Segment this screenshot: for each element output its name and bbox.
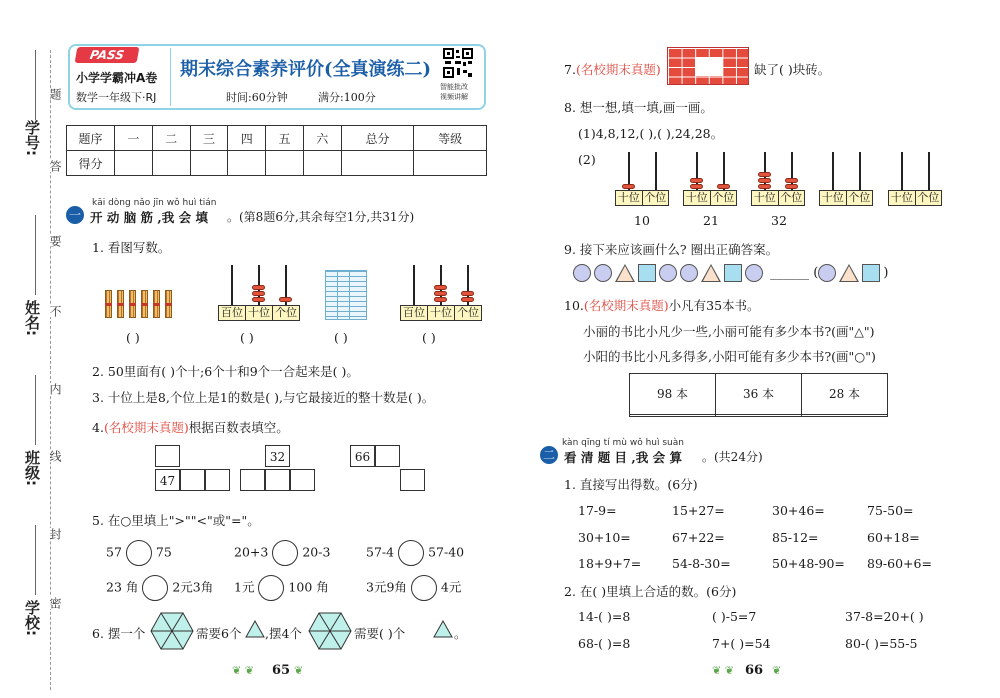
abacus-image-blank[interactable]: 十位 个位 (819, 152, 873, 210)
answer-blank[interactable]: ( ) (240, 330, 254, 345)
section-number-badge: 一 (66, 206, 84, 224)
page-title: 期末综合素养评价(全真演练二) (180, 59, 432, 80)
chart-cell[interactable] (180, 469, 205, 491)
triangle-shape (701, 264, 721, 282)
seal-char: 不 (48, 305, 62, 317)
seal-char: 要 (48, 235, 62, 247)
seal-char: 答 (48, 160, 62, 172)
option-circle[interactable] (818, 264, 836, 282)
place-label: 个位 (457, 306, 479, 319)
seal-line (50, 50, 51, 690)
place-label: 十位 (428, 306, 455, 320)
exam-tag: (名校期末真题) (103, 420, 189, 435)
abacus-value: 32 (771, 213, 787, 228)
abacus-bead (252, 297, 265, 302)
abacus-rod (413, 265, 415, 305)
compare-item: 57-4 57-40 (366, 540, 464, 566)
abacus-value: 21 (703, 213, 719, 228)
hexagon-icon (308, 612, 352, 650)
seal-char: 线 (48, 450, 62, 462)
score-table (66, 125, 487, 176)
chart-cell[interactable] (375, 445, 400, 467)
abacus-image: 十位 个位 (683, 152, 737, 210)
table-cell: 36 本 (716, 374, 802, 415)
stick-bundle (129, 290, 136, 318)
calc-item[interactable]: 14-( )=8 (578, 609, 631, 624)
place-label: 个位 (275, 306, 297, 319)
score-input[interactable] (341, 151, 414, 176)
question-1-label: 1. 看图写数。 (92, 240, 171, 255)
student-id-line (35, 50, 36, 120)
calc-item[interactable]: 60+18= (867, 530, 920, 545)
option-paren: ) (883, 265, 889, 281)
abacus-image (400, 265, 482, 325)
calc-item[interactable]: 85-12= (772, 530, 819, 545)
question-text: 根据百数表填空。 (188, 420, 289, 435)
calc-item[interactable]: 15+27= (672, 503, 725, 518)
subject-name: 数学一年级下·RJ (76, 91, 157, 104)
triangle-icon (433, 620, 453, 638)
chart-cell[interactable] (205, 469, 230, 491)
answer-cell[interactable] (802, 414, 888, 416)
question-10-line: 小阳的书比小凡多得多,小阳可能有多少本书?(画"○") (583, 349, 876, 364)
calc-item[interactable]: 89-60+6= (867, 556, 932, 571)
abacus-base (400, 305, 482, 321)
question-8-label: 8. 想一想,填一填,画一画。 (564, 100, 713, 115)
abacus-bead (434, 285, 447, 290)
calc-item[interactable]: 75-50= (867, 503, 914, 518)
abacus-rod (231, 265, 233, 305)
score-input[interactable] (266, 151, 304, 176)
place-label: 百位 (219, 306, 246, 320)
compare-circle[interactable] (126, 540, 152, 566)
square-shape (638, 264, 656, 282)
score-input[interactable] (190, 151, 228, 176)
option-paren: ( (813, 265, 819, 281)
answer-cell[interactable] (716, 414, 802, 416)
table-cell: 等级 (414, 126, 487, 151)
calc-2-label: 2. 在( )里填上合适的数。(6分) (564, 584, 737, 599)
circle-shape (680, 264, 698, 282)
answer-blank[interactable]: ( ) (422, 330, 436, 345)
table-row (67, 126, 487, 151)
question-5-label: 5. 在○里填上">""<"或"="。 (92, 513, 260, 528)
question-6-part: 需要6个 (196, 626, 242, 641)
calc-item[interactable]: ( )-5=7 (712, 609, 757, 624)
hundred-chart-fragment (240, 445, 316, 493)
question-number: 4. (92, 420, 104, 435)
chart-cell[interactable] (400, 469, 425, 491)
abacus-base (218, 305, 300, 321)
chart-cell: 66 (350, 445, 375, 467)
brand-logo: PASS (75, 47, 140, 63)
score-input[interactable] (228, 151, 266, 176)
chart-cell[interactable] (265, 469, 290, 491)
answer-blank[interactable]: ( ) (126, 330, 140, 345)
name-label: 姓名: (23, 300, 41, 336)
calc-item[interactable]: 68-( )=8 (578, 636, 631, 651)
exam-score: 满分:100分 (318, 91, 376, 104)
table-cell: 总分 (341, 126, 414, 151)
question-4-heading (92, 418, 289, 436)
question-text: 小凡有35本书。 (668, 298, 760, 313)
table-cell: 28 本 (802, 374, 888, 415)
question-9: 9. 接下来应该画什么? 圈出正确答案。 (564, 242, 779, 257)
series-name: 小学学霸冲A卷 (76, 71, 158, 85)
circle-shape (659, 264, 677, 282)
stick-bundle (165, 290, 172, 318)
abacus-bead (252, 291, 265, 296)
compare-circle[interactable] (411, 575, 437, 601)
circle-shape (594, 264, 612, 282)
question-8-part-2: (2) (578, 152, 596, 167)
section-pinyin: kàn qīng tí mù wǒ huì suàn (562, 438, 684, 448)
page-number-left: 65 (272, 663, 291, 678)
table-cell: 四 (228, 126, 266, 151)
question-6-part: 需要( )个 (354, 626, 406, 641)
table-cell: 六 (303, 126, 341, 151)
compare-circle[interactable] (272, 540, 298, 566)
qr-caption: 智能批改 (440, 83, 468, 91)
chart-cell[interactable] (290, 469, 315, 491)
score-input[interactable] (303, 151, 341, 176)
section-title: 开 动 脑 筋 ,我 会 填 (90, 210, 208, 225)
abacus-image-blank[interactable]: 十位 个位 (888, 152, 942, 210)
calc-item[interactable]: 50+48-90= (772, 556, 845, 571)
question-7-heading (564, 60, 661, 78)
block-column (349, 270, 367, 320)
student-id-label: 学号: (23, 120, 41, 156)
compare-item: 20+3 20-3 (234, 540, 330, 566)
table-cell: 98 本 (630, 374, 716, 415)
page-number-right: 66 (745, 663, 764, 678)
calc-item[interactable]: 18+9+7= (578, 556, 642, 571)
stick-bundle (153, 290, 160, 318)
calc-item[interactable]: 7+( )=54 (712, 636, 771, 651)
question-6-part: 6. 摆一个 (92, 626, 146, 641)
calc-item[interactable]: 67+22= (672, 530, 725, 545)
answer-blank[interactable]: ______ (770, 265, 810, 281)
school-label: 学校: (23, 600, 41, 636)
sprout-icon: ❦ ❦ (232, 664, 254, 677)
abacus-image (218, 265, 300, 325)
abacus-bead (434, 291, 447, 296)
name-line (35, 215, 36, 295)
chart-cell[interactable] (155, 445, 180, 467)
calc-item[interactable]: 37-8=20+( ) (845, 609, 924, 624)
table-row (630, 414, 888, 416)
books-table (629, 373, 888, 417)
abacus-image: 十位 个位 (751, 152, 805, 210)
hundred-chart-fragment (155, 445, 231, 493)
triangle-shape (615, 264, 635, 282)
table-cell: 一 (115, 126, 153, 151)
table-row (67, 151, 487, 176)
question-6-part: 。 (454, 626, 467, 641)
chart-cell[interactable] (240, 469, 265, 491)
calc-item[interactable]: 17-9= (578, 503, 617, 518)
table-cell: 三 (190, 126, 228, 151)
abacus-bead (252, 285, 265, 290)
seal-char: 封 (48, 528, 62, 540)
qr-caption: 视频讲解 (440, 93, 468, 101)
section-number-badge: 二 (540, 446, 558, 464)
compare-item: 1元 100 角 (234, 575, 329, 601)
table-row (630, 374, 888, 415)
abacus-image: 十位 个位 (615, 152, 669, 210)
square-shape (724, 264, 742, 282)
abacus-bead (279, 297, 292, 302)
abacus-bead (434, 297, 447, 302)
hexagon-icon (150, 612, 194, 650)
abacus-bead (461, 291, 474, 296)
chart-cell: 32 (265, 445, 290, 467)
table-cell: 题序 (67, 126, 115, 151)
hundred-chart-fragment (350, 445, 426, 493)
chart-cell: 47 (155, 469, 180, 491)
header-divider (170, 48, 171, 106)
question-10-line: 小丽的书比小凡少一些,小丽可能有多少本书?(画"△") (583, 324, 875, 339)
score-input[interactable] (152, 151, 190, 176)
seal-char: 题 (48, 88, 62, 100)
circle-shape (573, 264, 591, 282)
table-cell: 二 (152, 126, 190, 151)
class-line (35, 375, 36, 445)
sprout-icon: ❦ (294, 664, 304, 677)
class-label: 班级: (23, 450, 41, 486)
exam-tag: (名校期末真题) (583, 298, 669, 313)
score-input[interactable] (115, 151, 153, 176)
circle-shape (745, 264, 763, 282)
exam-tag: (名校期末真题) (575, 62, 661, 77)
question-6-part: ,摆4个 (265, 626, 302, 641)
option-square[interactable] (862, 264, 880, 282)
compare-circle[interactable] (142, 575, 168, 601)
compare-item: 3元9角 4元 (366, 575, 461, 601)
triangle-icon (245, 620, 265, 638)
table-cell: 五 (266, 126, 304, 151)
stick-bundle (117, 290, 124, 318)
answer-blank[interactable]: ( ) (334, 330, 348, 345)
section-note: 。(第8题6分,其余每空1分,共31分) (227, 210, 415, 224)
question-10-heading (564, 296, 760, 314)
question-7-text: 缺了( )块砖。 (754, 62, 831, 77)
seal-char: 内 (48, 383, 62, 395)
place-label: 十位 (246, 306, 273, 320)
question-2: 2. 50里面有( )个十;6个十和9个一合起来是( )。 (92, 364, 359, 379)
compare-circle[interactable] (258, 575, 284, 601)
section-title: 看 清 题 目 ,我 会 算 (564, 450, 682, 465)
section-note: 。(共24分) (702, 450, 763, 464)
calc-1-label: 1. 直接写出得数。(6分) (564, 477, 698, 492)
seal-char: 密 (48, 597, 62, 609)
calc-item[interactable]: 30+10= (578, 530, 631, 545)
option-triangle[interactable] (839, 264, 859, 282)
stick-bundles-image (105, 290, 180, 320)
sprout-icon: ❦ (772, 664, 782, 677)
abacus-bead (461, 297, 474, 302)
compare-item: 23 角 2元3角 (106, 575, 213, 601)
section-pinyin: kāi dòng nǎo jīn wǒ huì tián (92, 198, 217, 208)
compare-circle[interactable] (398, 540, 424, 566)
answer-cell[interactable] (630, 414, 716, 416)
abacus-value: 10 (634, 213, 650, 228)
question-3: 3. 十位上是8,个位上是1的数是( ),与它最接近的整十数是( )。 (92, 390, 435, 405)
calc-item[interactable]: 30+46= (772, 503, 825, 518)
exam-time: 时间:60分钟 (226, 91, 288, 104)
stick-bundle (141, 290, 148, 318)
score-input[interactable] (414, 151, 487, 176)
stick-bundle (105, 290, 112, 318)
qr-code-icon[interactable] (443, 48, 473, 78)
table-cell: 得分 (67, 151, 115, 176)
hundred-blocks-image (325, 270, 375, 325)
calc-item[interactable]: 80-( )=55-5 (845, 636, 918, 651)
question-number: 7. (564, 62, 576, 77)
brick-wall-gap (695, 57, 723, 76)
compare-item: 57 75 (106, 540, 172, 566)
place-label: 百位 (401, 306, 428, 320)
question-8-part-1: (1)4,8,12,( ),( ),24,28。 (578, 126, 724, 141)
question-number: 10. (564, 298, 584, 313)
calc-item[interactable]: 54-8-30= (672, 556, 731, 571)
sprout-icon: ❦ ❦ (712, 664, 734, 677)
school-line (35, 525, 36, 595)
shape-pattern (573, 264, 888, 282)
